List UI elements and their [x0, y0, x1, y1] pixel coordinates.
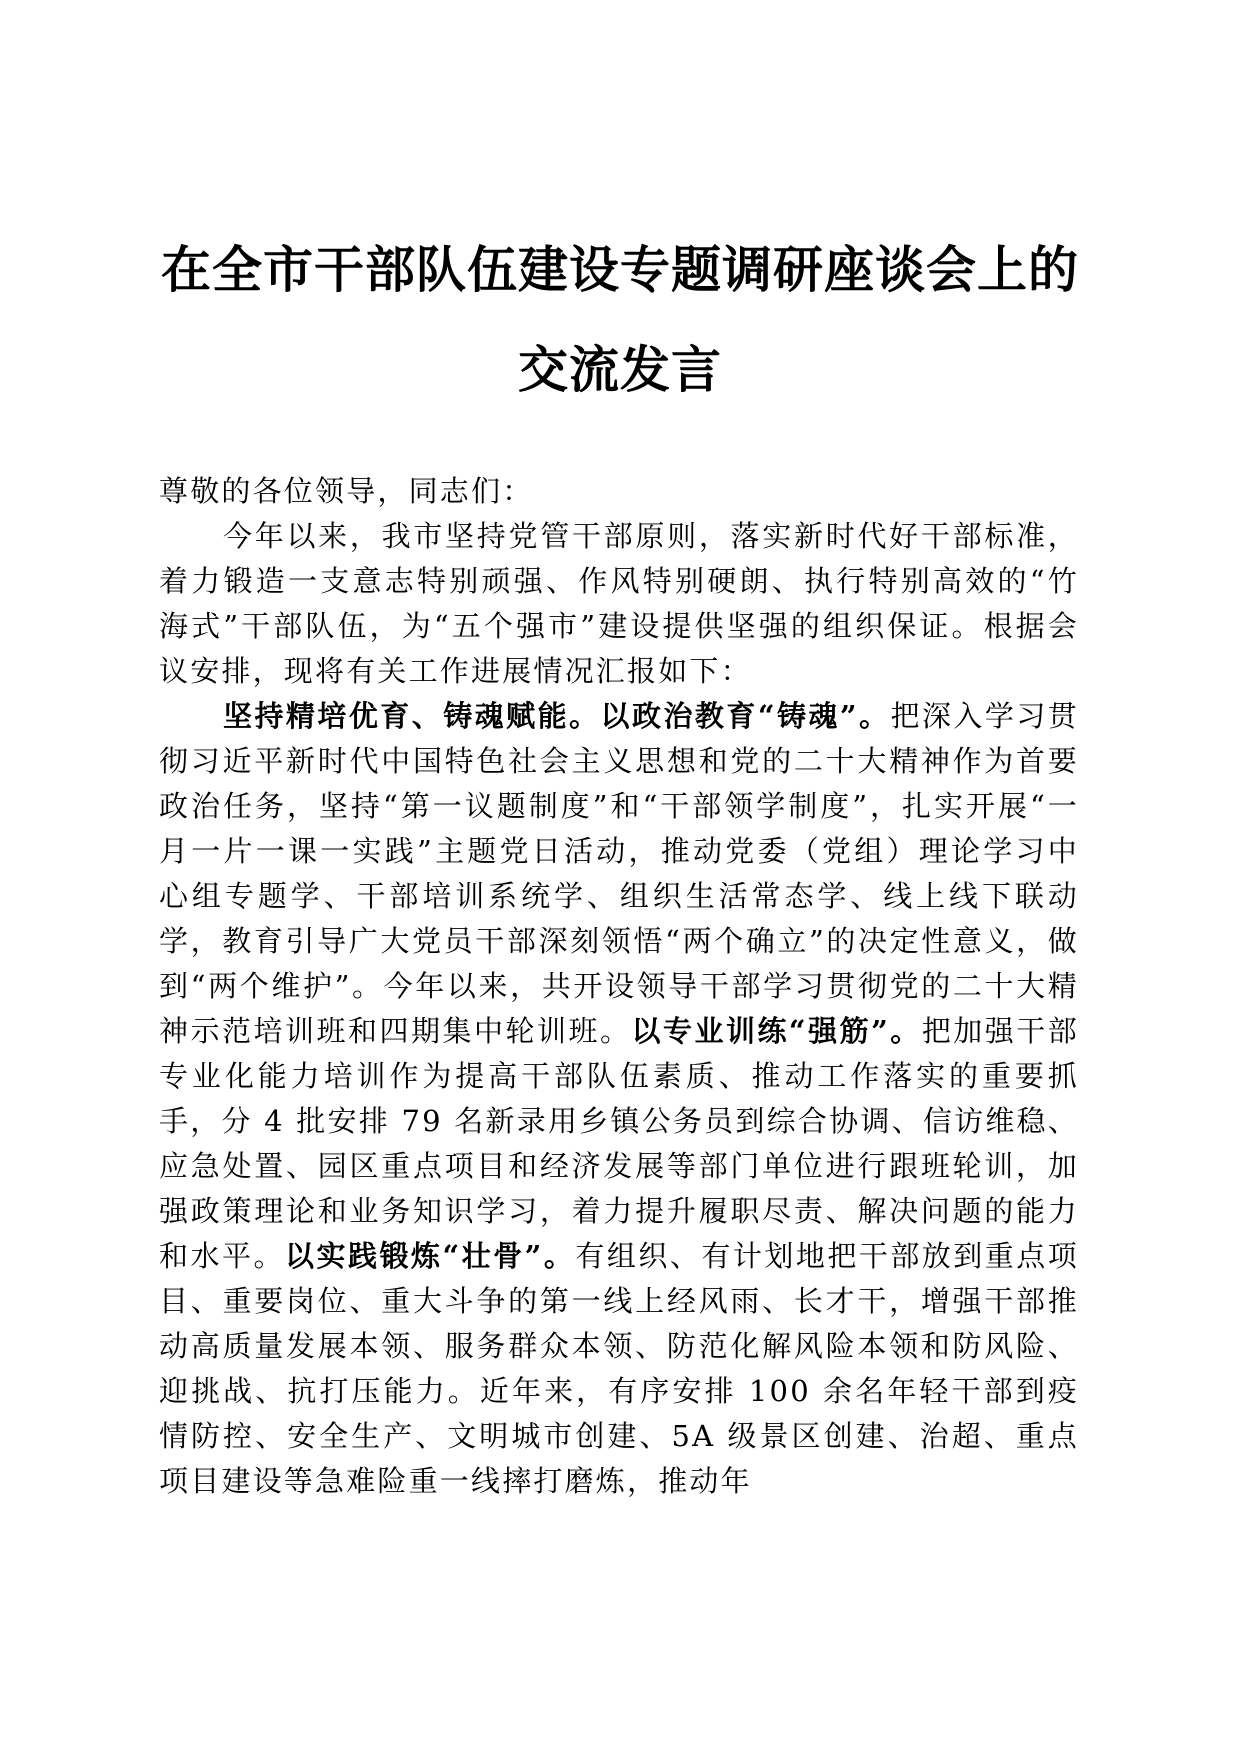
section-1-paragraph: [159, 694, 1079, 1504]
salutation: 尊敬的各位领导，同志们：: [159, 474, 534, 508]
subsection-3-heading: 以实践锻炼“壮骨”。: [285, 1239, 576, 1273]
intro-paragraph: 今年以来，我市坚持党管干部原则，落实新时代好干部标准，着力锻造一支意志特别顽强、作风特别硬朗、执行特别高效的“竹海式”干部队伍，为“五个强市”建设提供坚强的组织保证。根据会议安排，现将有关工作进展情况汇报如下：: [159, 519, 1079, 688]
subsection-1-text: 把深入学习贯彻习近平新时代中国特色社会主义思想和党的二十大精神作为首要政治任务，坚持“第一议题制度”和“干部领学制度”，扎实开展“一月一片一课一实践”主题党日活动，推动党委（党组）理论学习中心组专题学、干部培训系统学、组织生活常态学、线上线下联动学，教育引导广大党员干部深刻领悟“两个确立”的决定性意义，做到“两个维护”。今年以来，共开设领导干部学习贯彻党的二十大精神示范培训班和四期集中轮训班。: [159, 699, 1079, 1048]
section-1-heading: 坚持精培优育、铸魂赋能。: [223, 699, 601, 733]
subsection-3-text: 有组织、有计划地把干部放到重点项目、重要岗位、重大斗争的第一线上经风雨、长才干，增强干部推动高质量发展本领、服务群众本领、防范化解风险本领和防风险、迎挑战、抗打压能力。近年来，有序安排 100 余名年轻干部到疫情防控、安全生产、文明城市创建、5A 级景区创建、治超、重点项目建设等急难险重一线摔打磨炼，推动年: [159, 1239, 1079, 1498]
document-title: 在全市干部队伍建设专题调研座谈会上的交流发言: [161, 240, 1079, 399]
document-body: [159, 469, 1079, 1504]
subsection-1-heading: 以政治教育“铸魂”。: [600, 699, 891, 733]
subsection-2-heading: 以专业训练“强筋”。: [631, 1014, 922, 1048]
subsection-2-text: 把加强干部专业化能力培训作为提高干部队伍素质、推动工作落实的重要抓手，分 4 批安排 79 名新录用乡镇公务员到综合协调、信访维稳、应急处置、园区重点项目和经济发展等部门单位进行跟班轮训，加强政策理论和业务知识学习，着力提升履职尽责、解决问题的能力和水平。: [159, 1014, 1079, 1273]
